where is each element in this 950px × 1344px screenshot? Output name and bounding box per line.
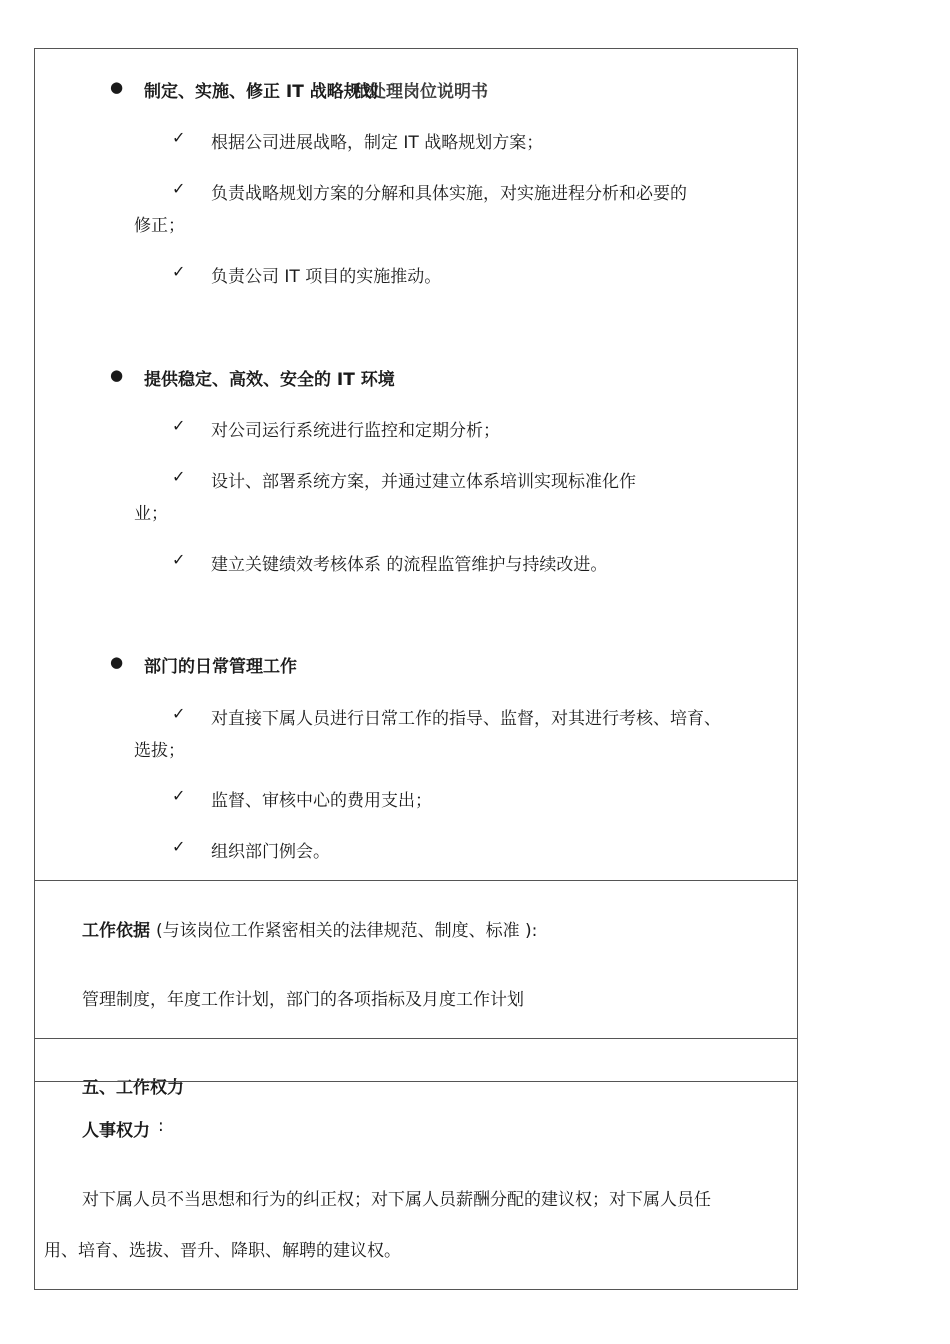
duty-text: 对直接下属人员进行日常工作的指导、监督，对其进行考核、培育、 — [211, 709, 721, 729]
personnel-authority-label: 人事权力 — [82, 1121, 150, 1141]
responsibility-title: 提供稳定、高效、安全的 IT 环境 — [144, 370, 395, 390]
work-basis-content: 管理制度，年度工作计划，部门的各项指标及月度工作计划 — [82, 990, 524, 1010]
duty-text-continued: 修正； — [134, 216, 185, 236]
duty-text-continued: 选拔； — [134, 741, 185, 761]
work-basis-label: 工作依据 — [82, 921, 150, 941]
duty-text: 负责公司 IT 项目的实施推动。 — [211, 267, 442, 287]
duty-text: 根据公司进展战略，制定 IT 战略规划方案； — [211, 133, 544, 153]
duty-text: 监督、审核中心的费用支出； — [211, 791, 432, 811]
personnel-authority-text-continued: 用、培育、选拔、晋升、降职、解聘的建议权。 — [44, 1241, 401, 1261]
duty-text: 设计、部署系统方案，并通过建立体系培训实现标准化作 — [211, 472, 636, 492]
personnel-authority-colon: : — [158, 1116, 164, 1136]
check-icon: ✓ — [172, 786, 186, 805]
check-icon: ✓ — [172, 262, 186, 281]
check-icon: ✓ — [172, 128, 186, 147]
duty-text: 建立关键绩效考核体系 的流程监管维护与持续改进。 — [211, 555, 608, 575]
check-icon: ✓ — [172, 179, 186, 198]
check-icon: ✓ — [172, 704, 186, 723]
responsibility-title-overlap: 和处理岗位说明书 — [352, 82, 488, 102]
check-icon: ✓ — [172, 837, 186, 856]
duty-text-continued: 业； — [134, 504, 168, 524]
work-basis-box — [34, 880, 798, 1039]
bullet-icon: ● — [110, 366, 124, 384]
personnel-authority-text: 对下属人员不当思想和行为的纠正权；对下属人员薪酬分配的建议权；对下属人员任 — [82, 1190, 711, 1210]
responsibility-title: 制定、实施、修正 IT 战略规划 — [144, 82, 378, 102]
work-basis-description: (与该岗位工作紧密相关的法律规范、制度、标准 ): — [156, 921, 538, 941]
duty-text: 对公司运行系统进行监控和定期分析； — [211, 421, 500, 441]
check-icon: ✓ — [172, 467, 186, 486]
responsibility-title: 部门的日常管理工作 — [144, 657, 297, 677]
duty-text: 负责战略规划方案的分解和具体实施，对实施进程分析和必要的 — [211, 184, 687, 204]
check-icon: ✓ — [172, 416, 186, 435]
check-icon: ✓ — [172, 550, 186, 569]
bullet-icon: ● — [110, 78, 124, 96]
bullet-icon: ● — [110, 653, 124, 671]
section-five-title: 五、工作权力 — [82, 1078, 184, 1098]
section-five-header — [34, 1038, 798, 1098]
duty-text: 组织部门例会。 — [211, 842, 330, 862]
